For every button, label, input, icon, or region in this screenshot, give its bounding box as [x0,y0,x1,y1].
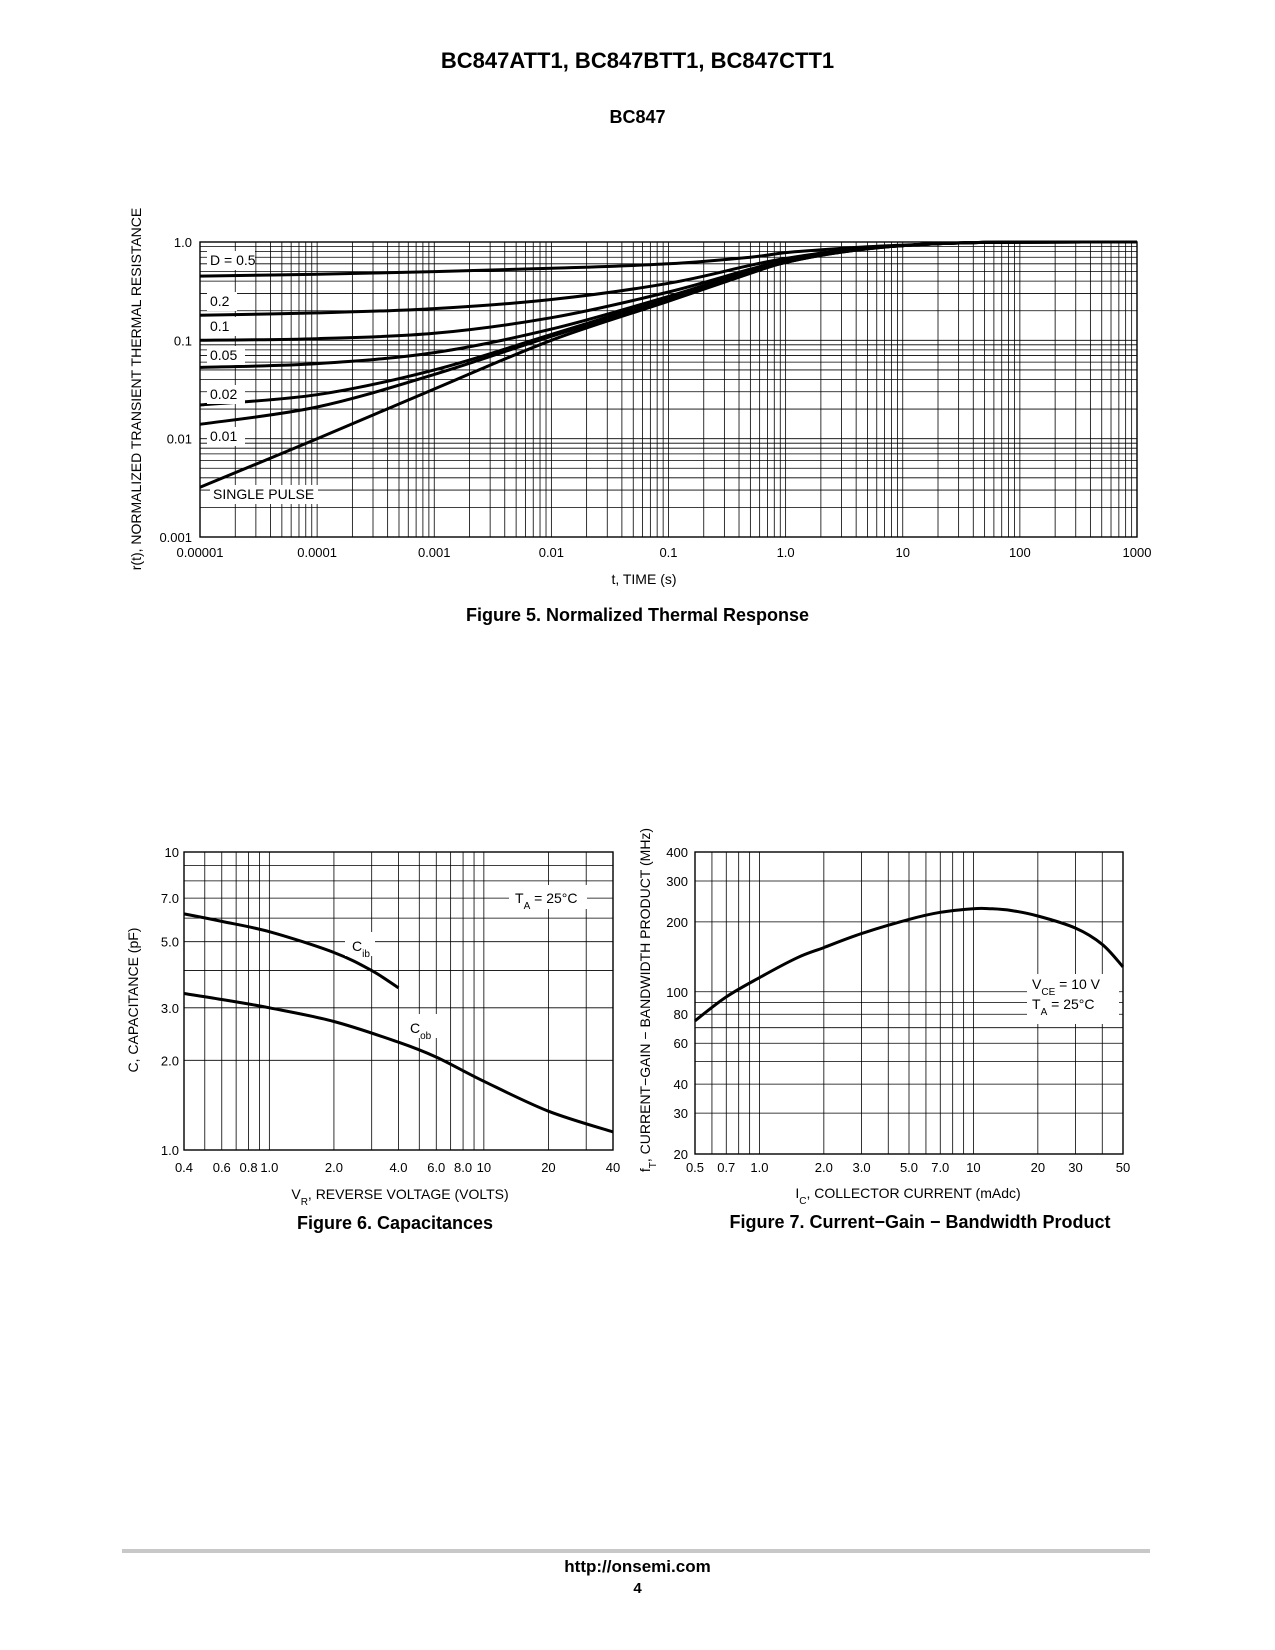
figure-7-chart [637,828,1130,1207]
fig7-x-tick-label: 1.0 [750,1160,769,1175]
fig7-y-tick-label: 200 [666,914,688,930]
fig7-x-tick-label: 7.0 [931,1160,950,1175]
fig5-x-tick-label: 0.0001 [297,545,338,560]
fig7-x-tick-label: 10 [966,1160,981,1175]
fig6-x-axis-label: $V_R$, REVERSE VOLTAGE (VOLTS) [291,1186,509,1208]
fig6-x-tick-label: 20 [541,1160,556,1175]
fig7-x-tick-label: 3.0 [852,1160,871,1175]
fig5-series-label: 0.05 [210,347,238,363]
fig7-x-tick-label: 0.7 [717,1160,736,1175]
fig5-x-tick-label: 1000 [1122,545,1152,560]
fig7-y-tick-label: 60 [673,1036,688,1052]
fig6-x-tick-label: 0.6 [212,1160,231,1175]
figure-6-chart [125,845,620,1208]
fig6-x-tick-label: 0.8 [239,1160,258,1175]
fig5-series-label: 0.01 [210,428,238,444]
fig7-y-tick-label: 40 [673,1077,688,1093]
fig6-series-label-cob: $C_{ob}$ [410,1020,432,1042]
fig5-y-axis-label: r(t), NORMALIZED TRANSIENT THERMAL RESISTANCE [128,207,144,571]
fig7-x-tick-label: 0.5 [685,1160,705,1175]
fig6-y-tick-label: 7.0 [160,891,179,907]
footer-rule [122,1549,1150,1553]
fig6-x-tick-label: 0.4 [174,1160,194,1175]
fig5-y-tick-label: 0.1 [173,333,192,349]
fig7-y-tick-label: 30 [673,1106,688,1122]
fig5-y-tick-label: 1.0 [173,235,192,250]
fig5-y-tick-label: 0.001 [159,530,192,545]
fig5-x-tick-label: 0.00001 [176,545,224,560]
fig5-series-label: 0.1 [210,318,230,334]
fig7-x-tick-label: 30 [1068,1160,1083,1175]
fig6-y-tick-label: 1.0 [160,1143,179,1158]
fig5-x-tick-label: 100 [1009,545,1031,560]
fig6-x-tick-label: 40 [605,1160,621,1175]
document-title: BC847ATT1, BC847BTT1, BC847CTT1 [440,48,835,73]
fig7-y-tick-label: 80 [673,1007,688,1023]
figure-5-chart [128,208,1151,587]
fig6-y-tick-label: 3.0 [160,1000,179,1016]
fig7-y-tick-label: 300 [666,874,688,890]
fig6-y-tick-label: 2.0 [160,1053,179,1069]
fig7-x-tick-label: 50 [1115,1160,1131,1175]
fig5-series-label: D = 0.5 [210,252,256,268]
fig6-y-axis-label: C, CAPACITANCE (pF) [125,927,141,1073]
fig5-x-tick-label: 10 [895,545,910,560]
document-subtitle: BC847 [609,107,666,127]
fig7-temperature-annotation: $T_A = 25^\circ C$ [1032,996,1095,1018]
fig6-x-tick-label: 8.0 [454,1160,473,1175]
fig7-y-tick-label: 20 [673,1147,688,1162]
fig6-series-label-cib: $C_{ib}$ [352,938,370,960]
figure-6-caption: Figure 6. Capacitances [296,1213,494,1233]
fig7-vce-annotation: $V_{CE} = 10$ V [1032,976,1101,998]
fig5-x-tick-label: 1.0 [776,545,795,560]
figure-7-caption: Figure 7. Current−Gain − Bandwidth Product [729,1212,1111,1232]
fig5-series-label: SINGLE PULSE [213,486,315,502]
figure-5-caption: Figure 5. Normalized Thermal Response [465,605,810,625]
fig7-x-tick-label: 2.0 [814,1160,833,1175]
fig5-x-tick-label: 0.001 [417,545,451,560]
fig6-y-tick-label: 10 [164,845,179,860]
fig6-y-tick-label: 5.0 [160,934,179,950]
fig5-x-axis-label: t, TIME (s) [611,571,677,587]
fig7-x-tick-label: 5.0 [899,1160,919,1175]
fig7-y-tick-label: 400 [666,845,688,860]
fig7-x-tick-label: 20 [1030,1160,1046,1175]
fig6-temperature-annotation: $T_A = 25^\circ C$ [515,890,578,912]
fig5-x-tick-label: 0.01 [538,545,565,560]
fig7-y-tick-label: 100 [666,984,688,1000]
fig5-x-tick-label: 0.1 [659,545,678,560]
fig5-series-label: 0.2 [210,293,230,309]
fig6-x-tick-label: 4.0 [389,1160,408,1175]
fig6-x-tick-label: 10 [476,1160,492,1175]
fig6-x-tick-label: 2.0 [324,1160,343,1175]
page-number: 4 [633,1580,642,1597]
fig6-x-tick-label: 1.0 [260,1160,279,1175]
fig6-x-tick-label: 6.0 [427,1160,446,1175]
footer-url[interactable]: http://onsemi.com [564,1557,711,1576]
fig5-y-tick-label: 0.01 [166,431,192,447]
fig7-x-axis-label: $I_C$, COLLECTOR CURRENT (mAdc) [795,1185,1021,1207]
fig7-y-axis-label: $f_T$, CURRENT−GAIN − BANDWIDTH PRODUCT (MHz) [637,827,659,1173]
fig5-series-label: 0.02 [210,386,238,402]
